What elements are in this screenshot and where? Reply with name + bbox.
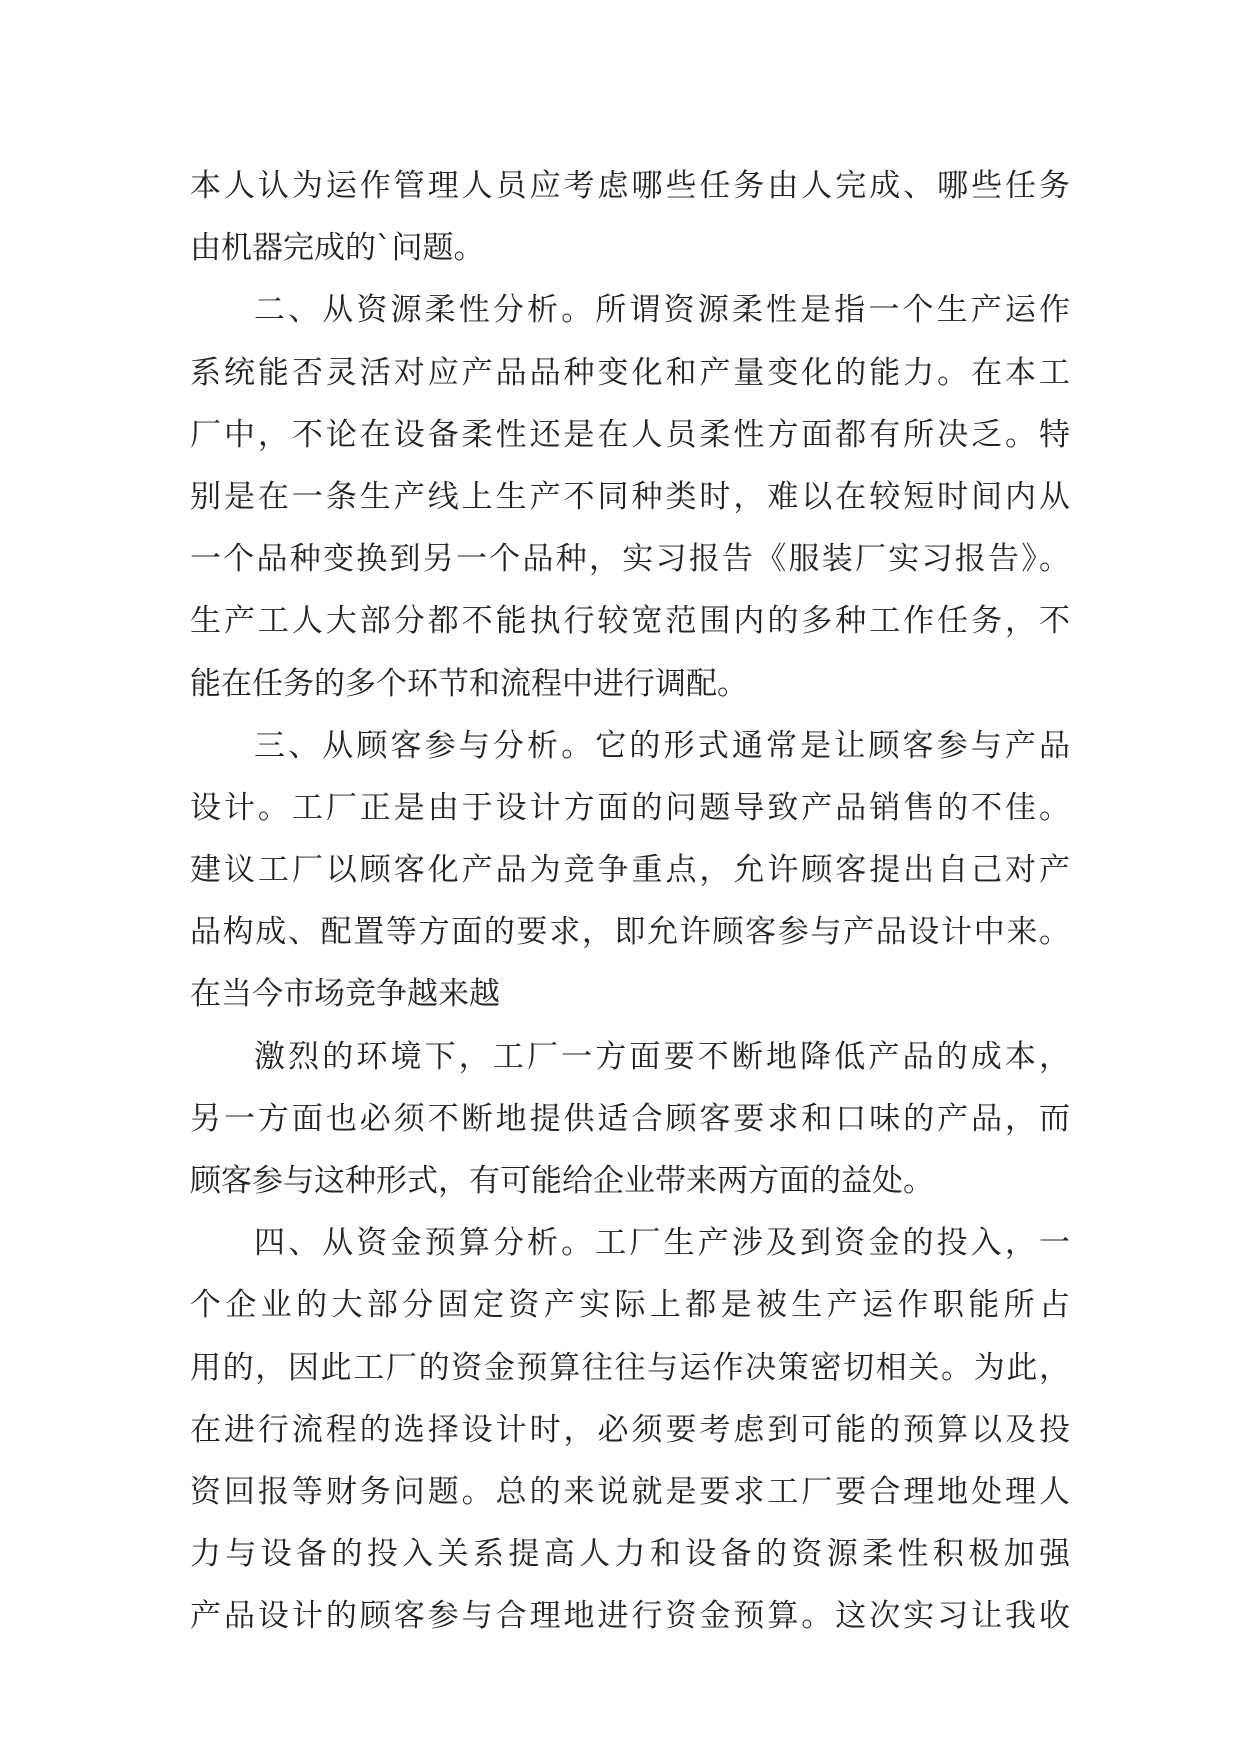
text-line: 生产工人大部分都不能执行较宽范围内的多种工作任务，不 <box>190 603 1070 640</box>
text-line: 别是在一条生产线上生产不同种类时，难以在较短时间内从 <box>190 478 1070 515</box>
paragraph-start-line: 激烈的环境下，工厂一方面要不断地降低产品的成本， <box>254 1038 1070 1075</box>
text-line: 建议工厂以顾客化产品为竞争重点，允许顾客提出自己对产 <box>190 852 1070 889</box>
text-line: 力与设备的投入关系提高人力和设备的资源柔性积极加强 <box>190 1536 1070 1573</box>
text-line: 用的，因此工厂的资金预算往往与运作决策密切相关。为此， <box>190 1349 1070 1386</box>
text-line: 本人认为运作管理人员应考虑哪些任务由人完成、哪些任务 <box>190 168 1070 204</box>
body-text <box>190 155 1070 1648</box>
text-line: 厂中，不论在设备柔性还是在人员柔性方面都有所决乏。特 <box>190 416 1070 453</box>
text-line: 由机器完成的`问题。 <box>190 230 485 267</box>
text-line: 资回报等财务问题。总的来说就是要求工厂要合理地处理人 <box>190 1473 1070 1510</box>
text-line: 系统能否灵活对应产品品种变化和产量变化的能力。在本工 <box>190 354 1070 391</box>
text-line: 设计。工厂正是由于设计方面的问题导致产品销售的不佳。 <box>190 789 1070 826</box>
text-line: 能在任务的多个环节和流程中进行调配。 <box>190 665 748 702</box>
paragraph-start-line: 四、从资金预算分析。工厂生产涉及到资金的投入，一 <box>254 1225 1070 1262</box>
paragraph-start-line: 二、从资源柔性分析。所谓资源柔性是指一个生产运作 <box>254 292 1070 329</box>
text-line: 顾客参与这种形式，有可能给企业带来两方面的益处。 <box>190 1163 934 1199</box>
paragraph-start-line: 三、从顾客参与分析。它的形式通常是让顾客参与产品 <box>254 727 1070 764</box>
text-line: 一个品种变换到另一个品种，实习报告《服装厂实习报告》。 <box>190 541 1070 578</box>
text-line: 个企业的大部分固定资产实际上都是被生产运作职能所占 <box>190 1287 1070 1324</box>
text-line: 另一方面也必须不断地提供适合顾客要求和口味的产品，而 <box>190 1100 1070 1137</box>
text-line: 在当今市场竞争越来越 <box>190 976 500 1013</box>
text-line: 在进行流程的选择设计时，必须要考虑到可能的预算以及投 <box>190 1411 1070 1448</box>
text-line: 品构成、配置等方面的要求，即允许顾客参与产品设计中来。 <box>190 914 1070 951</box>
text-line: 产品设计的顾客参与合理地进行资金预算。这次实习让我收 <box>190 1598 1070 1635</box>
